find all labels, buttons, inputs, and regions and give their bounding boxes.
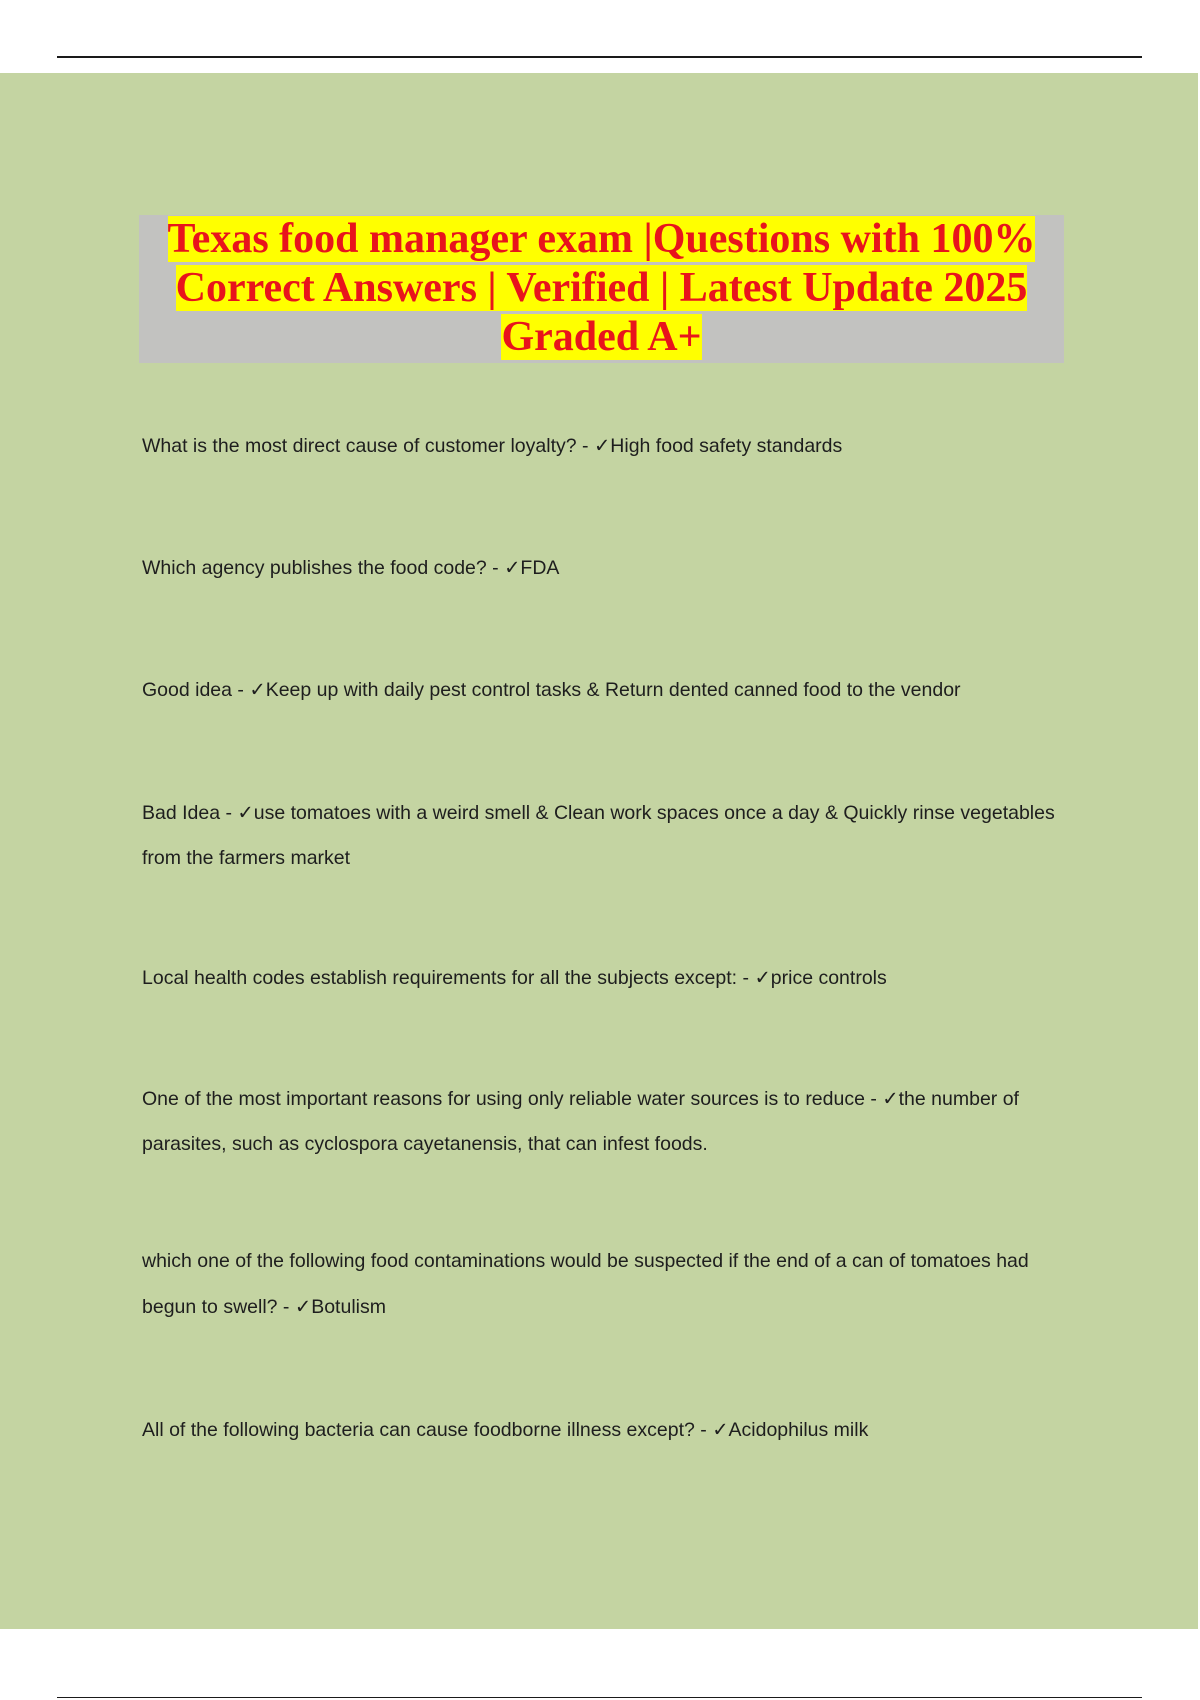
check-mark-icon: ✓ (593, 434, 611, 457)
qa-item (142, 1407, 1082, 1453)
separator: - (232, 679, 250, 701)
title-line-text: Correct Answers | Verified | Latest Update 2025 (175, 265, 1028, 311)
question-text: All of the following bacteria can cause foodborne illness except? (142, 1419, 695, 1441)
qa-item (142, 790, 1082, 881)
qa-item (142, 1076, 1082, 1167)
title-line-text: Graded A+ (501, 314, 702, 360)
separator: - (486, 557, 505, 579)
answer-text: Keep up with daily pest control tasks & Return dented canned food to the vendor (265, 679, 961, 701)
separator: - (694, 1419, 713, 1441)
separator: - (220, 802, 238, 824)
qa-item (142, 667, 1082, 713)
check-mark-icon: ✓ (249, 678, 266, 701)
answer-text: the number of parasites, such as cyclospora cayetanensis, that can infest foods. (142, 1088, 1019, 1155)
title-line (139, 313, 1064, 362)
document-page (0, 73, 1198, 1629)
check-mark-icon: ✓ (237, 801, 254, 824)
question-text: Bad Idea (142, 802, 221, 824)
separator: - (277, 1296, 295, 1318)
separator: - (737, 967, 755, 989)
question-text: Good idea (142, 679, 232, 701)
document-title (139, 215, 1064, 362)
separator: - (576, 435, 594, 457)
qa-item (142, 423, 1082, 469)
check-mark-icon: ✓ (294, 1295, 312, 1318)
qa-item (142, 955, 1082, 1001)
check-mark-icon: ✓ (882, 1087, 899, 1110)
question-text: What is the most direct cause of customer loyalty? (142, 435, 577, 457)
qa-item (142, 1239, 1082, 1330)
top-divider (57, 56, 1142, 58)
title-box (139, 215, 1064, 363)
check-mark-icon: ✓ (504, 556, 521, 579)
question-text: Local health codes establish requirements for all the subjects except: (142, 967, 738, 989)
question-text: which one of the following food contaminations would be suspected if the end of a can of tomatoes had begun to swell? (142, 1250, 1029, 1318)
answer-text: Acidophilus milk (728, 1419, 869, 1441)
qa-item (142, 545, 1082, 591)
check-mark-icon: ✓ (754, 966, 771, 989)
check-mark-icon: ✓ (712, 1418, 729, 1441)
question-text: Which agency publishes the food code? (142, 557, 487, 579)
separator: - (864, 1088, 883, 1110)
answer-text: FDA (520, 557, 560, 579)
answer-text: use tomatoes with a weird smell & Clean work spaces once a day & Quickly rinse vegetables from the farmers market (142, 802, 1055, 869)
answer-text: price controls (770, 967, 887, 989)
question-text: One of the most important reasons for using only reliable water sources is to reduce (142, 1088, 865, 1110)
title-line-text: Texas food manager exam |Questions with 100% (167, 216, 1036, 262)
title-line (139, 215, 1064, 264)
answer-text: Botulism (311, 1296, 386, 1318)
answer-text: High food safety standards (610, 435, 843, 457)
bottom-divider (57, 1697, 1142, 1698)
title-line (139, 264, 1064, 313)
